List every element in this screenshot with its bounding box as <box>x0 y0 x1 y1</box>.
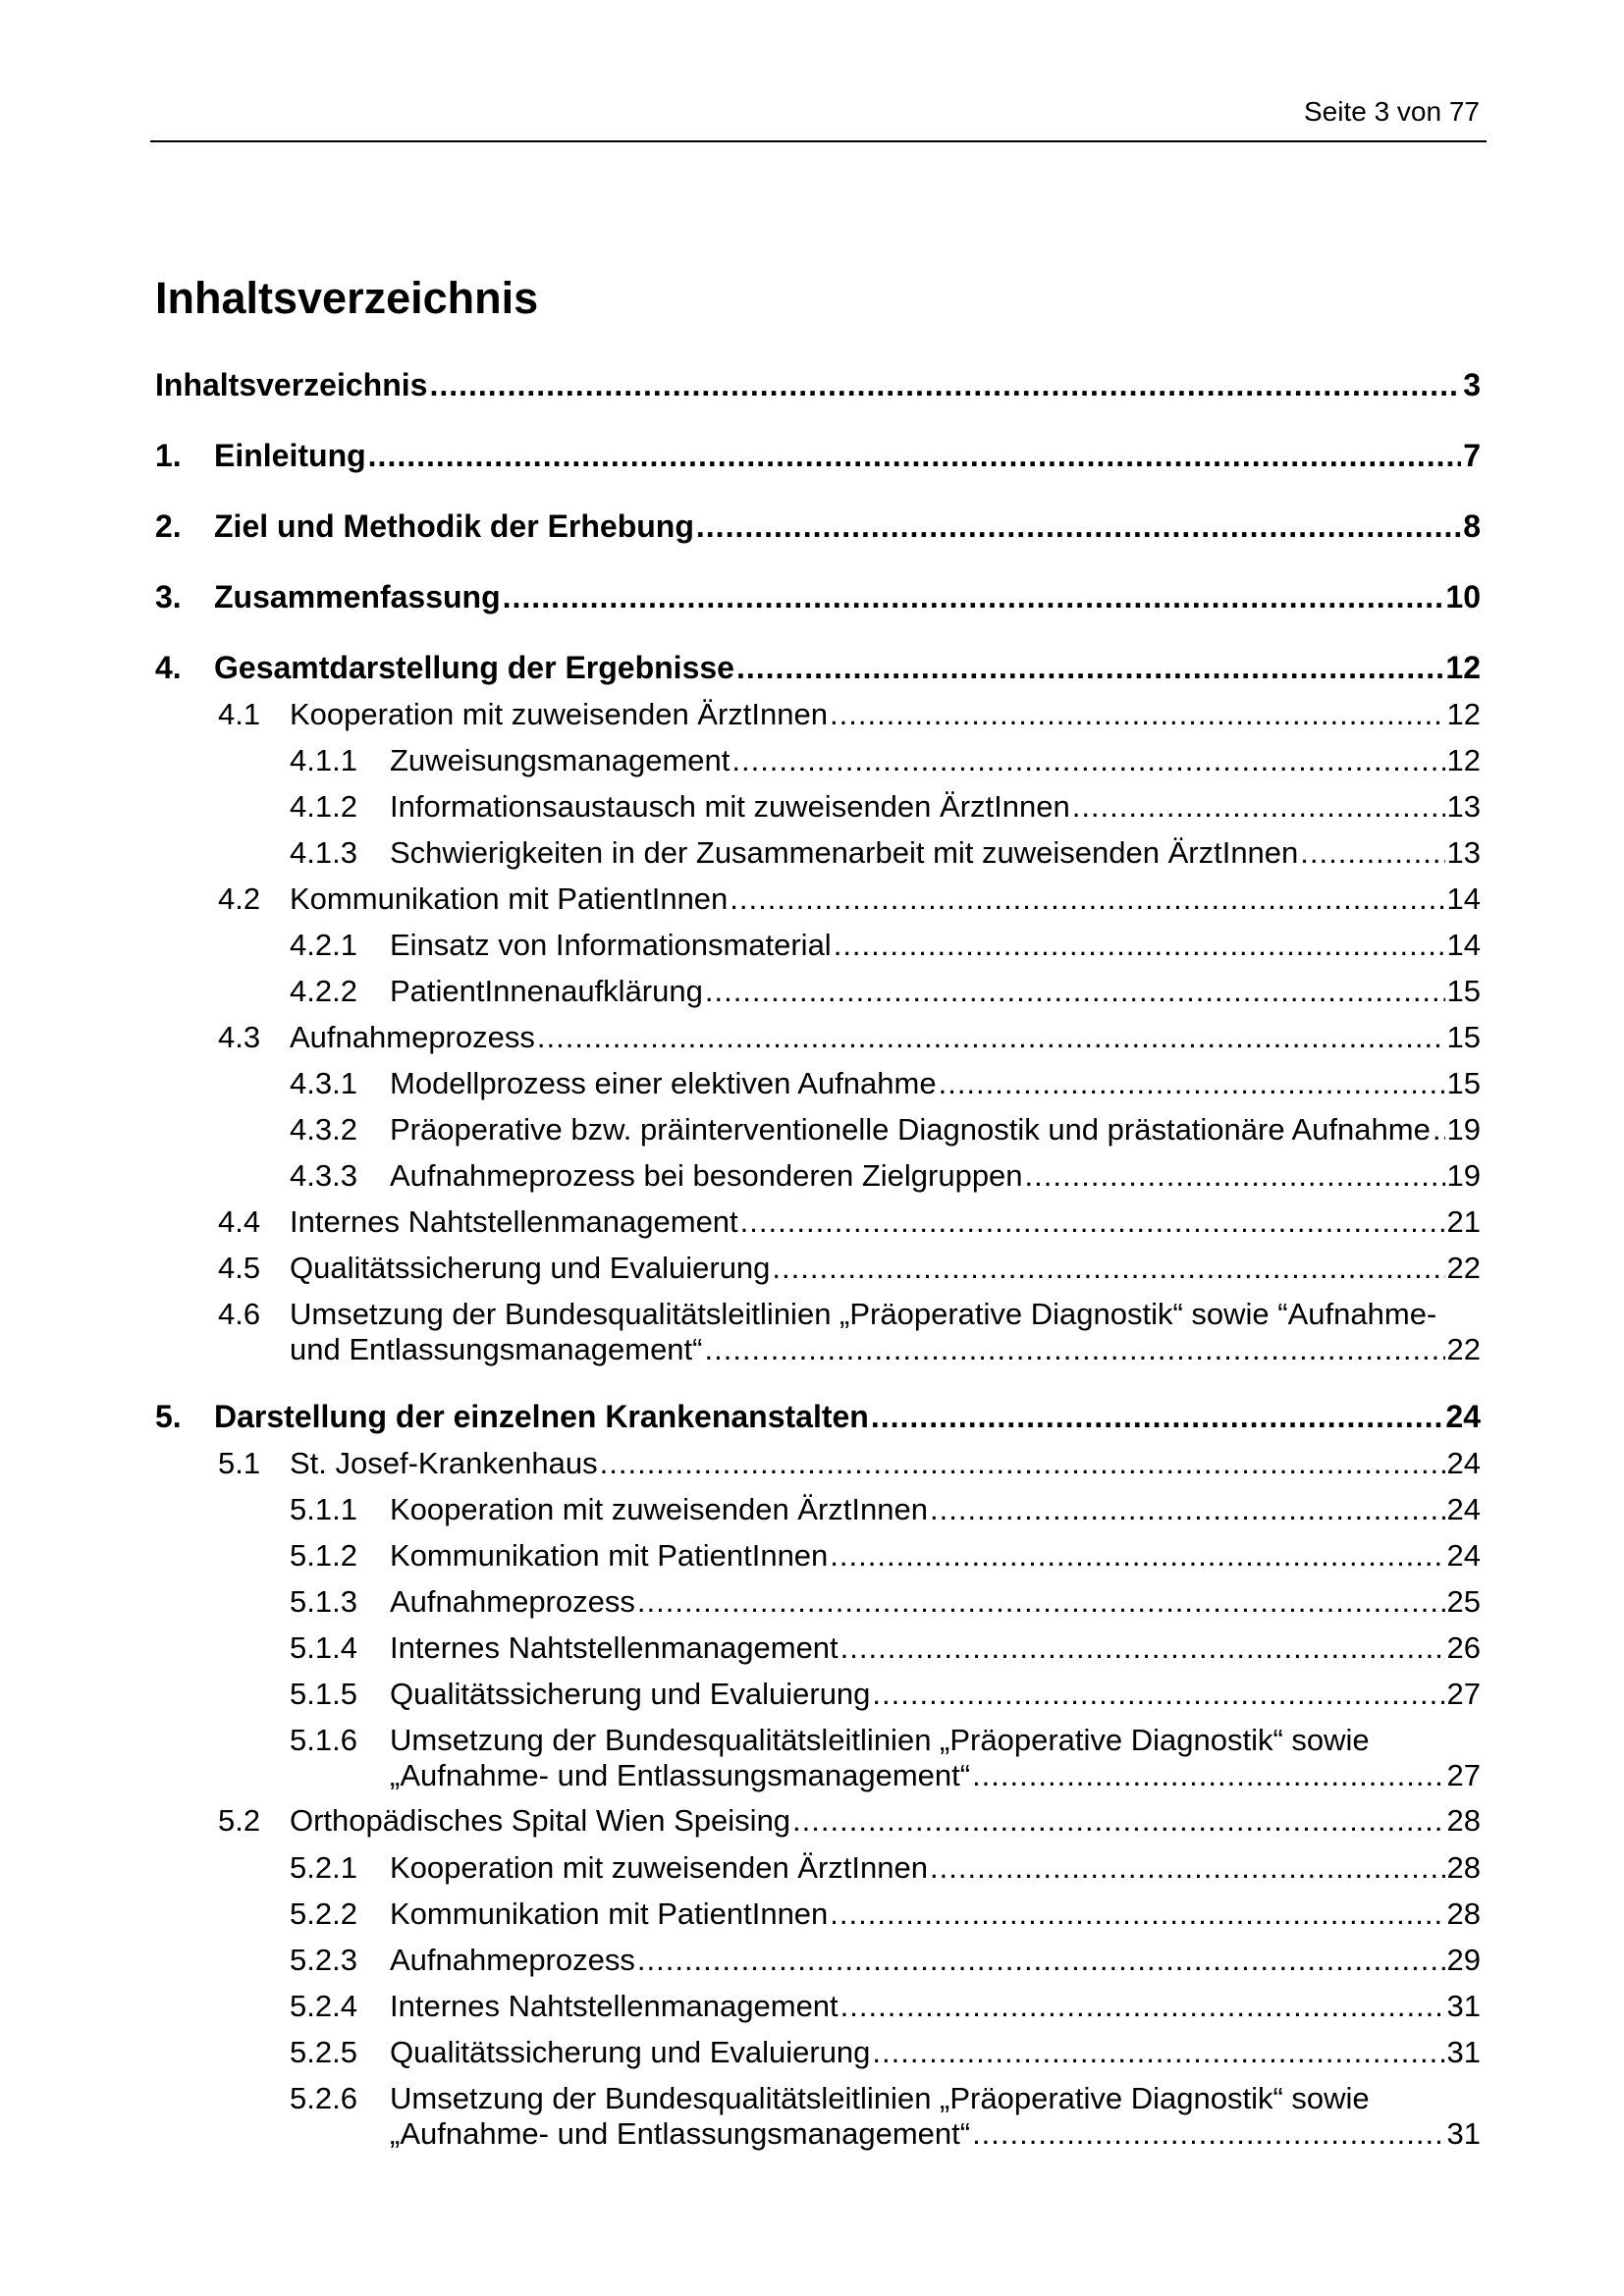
toc-entry-title: Qualitätssicherung und Evaluierung <box>390 2035 871 2069</box>
toc-entry-text <box>290 1020 1481 1055</box>
toc-entry-title: PatientInnenaufklärung <box>390 974 703 1008</box>
toc-entry-title: Gesamtdarstellung der Ergebnisse <box>214 650 734 685</box>
toc-entry-page: 24 <box>1446 1446 1481 1480</box>
toc-dot-leader <box>740 1204 1445 1240</box>
toc-entry-text <box>390 2081 1481 2152</box>
toc-entry-text <box>290 1251 1481 1286</box>
toc-dot-leader <box>872 1677 1444 1712</box>
toc-entry-title: Kommunikation mit PatientInnen <box>390 1538 829 1573</box>
toc-entry-page: 24 <box>1446 1492 1481 1526</box>
header-rule <box>150 140 1487 142</box>
toc-entry-title: Zuweisungsmanagement <box>390 743 731 777</box>
toc-heading: Inhaltsverzeichnis <box>155 273 539 323</box>
toc-entry-text <box>390 1584 1481 1620</box>
toc-entry-text <box>390 1538 1481 1574</box>
toc-entry-text <box>390 1989 1481 2024</box>
toc-entry-number: 5.1.3 <box>290 1584 357 1619</box>
toc-entry-text <box>390 789 1481 825</box>
toc-entry-number: 5.2.3 <box>290 1943 357 1977</box>
toc-entry-text <box>390 743 1481 778</box>
toc-dot-leader <box>705 974 1445 1009</box>
toc-entry-title: Aufnahmeprozess bei besonderen Zielgruppen <box>390 1158 1023 1193</box>
toc-entry-page: 27 <box>1446 1677 1481 1711</box>
toc-entry-title: Aufnahmeprozess <box>290 1020 535 1054</box>
toc-entry-page: 19 <box>1446 1112 1481 1147</box>
toc-entry-number: 4. <box>155 650 182 685</box>
toc-dot-leader <box>637 1584 1445 1620</box>
toc-entry-number: 4.5 <box>218 1251 261 1285</box>
toc-dot-leader <box>840 1989 1445 2024</box>
toc-dot-leader <box>637 1943 1445 1978</box>
toc-dot-leader <box>1300 835 1444 871</box>
toc-dot-leader <box>736 650 1443 685</box>
toc-dot-leader <box>792 1803 1444 1839</box>
toc-entry-title: Aufnahmeprozess <box>390 1943 635 1977</box>
toc-entry-title: Kooperation mit zuweisenden ÄrztInnen <box>390 1850 928 1885</box>
toc-entry-number: 4.1 <box>218 697 261 731</box>
toc-entry-page: 8 <box>1463 508 1481 544</box>
toc-entry-number: 5.1.2 <box>290 1538 357 1573</box>
toc-entry-text <box>390 1630 1481 1666</box>
toc-dot-leader <box>1025 1158 1445 1194</box>
toc-entry-text <box>390 835 1481 871</box>
toc-entry-number: 4.1.2 <box>290 789 357 824</box>
toc-entry-page: 29 <box>1446 1943 1481 1977</box>
toc-dot-leader <box>600 1446 1445 1481</box>
toc-entry-page: 15 <box>1446 1066 1481 1100</box>
toc-entry-page: 28 <box>1446 1803 1481 1838</box>
toc-entry-number: 5.2.4 <box>290 1989 357 2023</box>
toc-entry-title: Präoperative bzw. präinterventionelle Diagnostik und prästationäre Aufnahme <box>390 1112 1431 1147</box>
toc-entry-page: 14 <box>1446 928 1481 962</box>
toc-entry-number: 4.2.2 <box>290 974 357 1008</box>
toc-entry-page: 31 <box>1446 1989 1481 2023</box>
toc-entry-title-line1: Umsetzung der Bundesqualitätsleitlinien „Präoperative Diagnostik“ sowie <box>390 2081 1370 2115</box>
toc-entry-number: 2. <box>155 508 182 544</box>
toc-entry-page: 12 <box>1445 650 1481 685</box>
toc-entry-number: 5.1.4 <box>290 1630 357 1665</box>
toc-entry-page: 25 <box>1446 1584 1481 1619</box>
toc-dot-leader <box>830 697 1445 732</box>
toc-entry-title: Ziel und Methodik der Erhebung <box>214 508 694 544</box>
toc-entry-page: 22 <box>1446 1332 1481 1366</box>
toc-entry-title: Internes Nahtstellenmanagement <box>290 1204 738 1239</box>
toc-entry-number: 5. <box>155 1399 182 1434</box>
toc-entry-number: 4.2.1 <box>290 928 357 962</box>
toc-entry-number: 4.6 <box>218 1297 261 1331</box>
toc-dot-leader <box>840 1630 1445 1666</box>
toc-entry-title: Qualitätssicherung und Evaluierung <box>390 1677 871 1711</box>
toc-dot-leader <box>939 1066 1445 1101</box>
toc-entry-page: 10 <box>1445 579 1481 614</box>
toc-entry-title: Informationsaustausch mit zuweisenden ÄrztInnen <box>390 789 1070 824</box>
toc-entry-title-line1: Umsetzung der Bundesqualitätsleitlinien „Präoperative Diagnostik“ sowie <box>390 1723 1370 1757</box>
toc-entry-text <box>290 1446 1481 1481</box>
toc-entry-text <box>290 1297 1481 1367</box>
toc-entry-page: 21 <box>1446 1204 1481 1239</box>
toc-entry-title: „Aufnahme- und Entlassungsmanagement“ <box>390 1758 971 1792</box>
toc-entry-text <box>214 438 1481 473</box>
toc-entry-title: St. Josef-Krankenhaus <box>290 1446 598 1480</box>
toc-entry-text <box>390 1066 1481 1101</box>
toc-entry-number: 5.2.1 <box>290 1850 357 1885</box>
toc-dot-leader <box>503 579 1444 614</box>
toc-dot-leader <box>930 1492 1445 1527</box>
toc-entry-title: Qualitätssicherung und Evaluierung <box>290 1251 771 1285</box>
toc-entry-title: Aufnahmeprozess <box>390 1584 635 1619</box>
toc-dot-leader <box>696 508 1461 544</box>
toc-entry-text <box>390 1896 1481 1932</box>
toc-dot-leader <box>972 2116 1444 2152</box>
toc-entry-title-line1: Umsetzung der Bundesqualitätsleitlinien „Präoperative Diagnostik“ sowie “Aufnahme- <box>290 1297 1437 1331</box>
toc-entry-title: Modellprozess einer elektiven Aufnahme <box>390 1066 937 1100</box>
toc-entry-number: 4.3.1 <box>290 1066 357 1100</box>
toc-entry-text <box>214 650 1481 685</box>
toc-dot-leader <box>537 1020 1445 1055</box>
toc-entry-title: Kommunikation mit PatientInnen <box>290 881 729 916</box>
toc-entry-page: 22 <box>1446 1251 1481 1285</box>
toc-entry-number: 5.2.5 <box>290 2035 357 2069</box>
toc-entry-page: 3 <box>1463 367 1481 402</box>
toc-entry-title: Schwierigkeiten in der Zusammenarbeit mit zuweisenden ÄrztInnen <box>390 835 1299 870</box>
toc-entry-text <box>390 1112 1481 1148</box>
toc-entry-title: Kooperation mit zuweisenden ÄrztInnen <box>290 697 828 731</box>
toc-dot-leader <box>368 438 1462 473</box>
toc-entry-page: 28 <box>1446 1896 1481 1931</box>
toc-dot-leader <box>930 1850 1445 1886</box>
toc-entry-page: 31 <box>1446 2116 1481 2151</box>
toc-entry-page: 15 <box>1446 1020 1481 1054</box>
toc-entry-text <box>214 508 1481 544</box>
toc-entry-number: 4.4 <box>218 1204 261 1239</box>
toc-entry-title: Zusammenfassung <box>214 579 501 614</box>
toc-entry-page: 27 <box>1446 1758 1481 1792</box>
toc-entry-page: 15 <box>1446 974 1481 1008</box>
toc-entry-number: 1. <box>155 438 182 473</box>
toc-entry-text <box>390 2035 1481 2070</box>
page-number: Seite 3 von 77 <box>1303 96 1480 127</box>
toc-entry-text <box>390 928 1481 963</box>
toc-entry-number: 4.2 <box>218 881 261 916</box>
toc-entry-title: Inhaltsverzeichnis <box>155 367 428 402</box>
toc-entry-text <box>290 1803 1481 1839</box>
toc-dot-leader <box>429 367 1461 402</box>
toc-entry-page: 19 <box>1446 1158 1481 1193</box>
toc-entry-title: Internes Nahtstellenmanagement <box>390 1630 839 1665</box>
toc-dot-leader <box>1433 1112 1445 1148</box>
toc-entry-page: 13 <box>1446 835 1481 870</box>
toc-entry-title: Internes Nahtstellenmanagement <box>390 1989 839 2023</box>
toc-entry-title: Einleitung <box>214 438 366 473</box>
toc-entry-title: Orthopädisches Spital Wien Speising <box>290 1803 791 1838</box>
toc-entry-number: 4.1.1 <box>290 743 357 777</box>
toc-dot-leader <box>830 1896 1444 1932</box>
toc-entry-text <box>155 367 1481 402</box>
toc-entry-page: 12 <box>1446 697 1481 731</box>
toc-dot-leader <box>704 1332 1444 1367</box>
toc-entry-number: 5.1.6 <box>290 1723 357 1757</box>
toc-entry-number: 5.2.6 <box>290 2081 357 2115</box>
toc-dot-leader <box>772 1251 1444 1286</box>
toc-entry-page: 14 <box>1446 881 1481 916</box>
toc-entry-title: Einsatz von Informationsmaterial <box>390 928 832 962</box>
toc-entry-number: 5.2.2 <box>290 1896 357 1931</box>
toc-entry-title: und Entlassungsmanagement“ <box>290 1332 703 1366</box>
toc-entry-number: 4.3.3 <box>290 1158 357 1193</box>
toc-entry-text <box>390 974 1481 1009</box>
toc-dot-leader <box>731 743 1444 778</box>
toc-dot-leader <box>871 1399 1444 1434</box>
toc-entry-number: 5.1.5 <box>290 1677 357 1711</box>
toc-entry-page: 24 <box>1445 1399 1481 1434</box>
toc-entry-number: 5.1 <box>218 1446 261 1480</box>
toc-entry-text <box>390 1158 1481 1194</box>
toc-dot-leader <box>972 1758 1444 1793</box>
toc-entry-title: Darstellung der einzelnen Krankenanstalten <box>214 1399 869 1434</box>
toc-entry-text <box>214 579 1481 614</box>
toc-dot-leader <box>834 928 1445 963</box>
toc-entry-page: 7 <box>1463 438 1481 473</box>
toc-entry-title: „Aufnahme- und Entlassungsmanagement“ <box>390 2116 971 2151</box>
toc-entry-page: 26 <box>1446 1630 1481 1665</box>
toc-dot-leader <box>730 881 1444 917</box>
toc-entry-text <box>390 1850 1481 1886</box>
toc-entry-page: 31 <box>1446 2035 1481 2069</box>
toc-entry-text <box>390 1943 1481 1978</box>
toc-entry-page: 13 <box>1446 789 1481 824</box>
toc-entry-text <box>290 881 1481 917</box>
toc-dot-leader <box>1072 789 1445 825</box>
toc-entry-number: 4.1.3 <box>290 835 357 870</box>
toc-entry-text <box>290 1204 1481 1240</box>
toc-entry-number: 3. <box>155 579 182 614</box>
toc-dot-leader <box>872 2035 1444 2070</box>
toc-dot-leader <box>830 1538 1444 1574</box>
toc-entry-text <box>390 1677 1481 1712</box>
toc-entry-number: 5.1.1 <box>290 1492 357 1526</box>
toc-entry-text <box>390 1492 1481 1527</box>
toc-entry-title: Kooperation mit zuweisenden ÄrztInnen <box>390 1492 928 1526</box>
toc-entry-number: 4.3 <box>218 1020 261 1054</box>
toc-entry-text <box>290 697 1481 732</box>
toc-entry-title: Kommunikation mit PatientInnen <box>390 1896 829 1931</box>
toc-entry-text <box>390 1723 1481 1793</box>
toc-entry-number: 4.3.2 <box>290 1112 357 1147</box>
toc-entry-page: 28 <box>1446 1850 1481 1885</box>
toc-entry-page: 12 <box>1446 743 1481 777</box>
toc-entry-text <box>214 1399 1481 1434</box>
toc-entry-page: 24 <box>1446 1538 1481 1573</box>
toc-entry-number: 5.2 <box>218 1803 261 1838</box>
